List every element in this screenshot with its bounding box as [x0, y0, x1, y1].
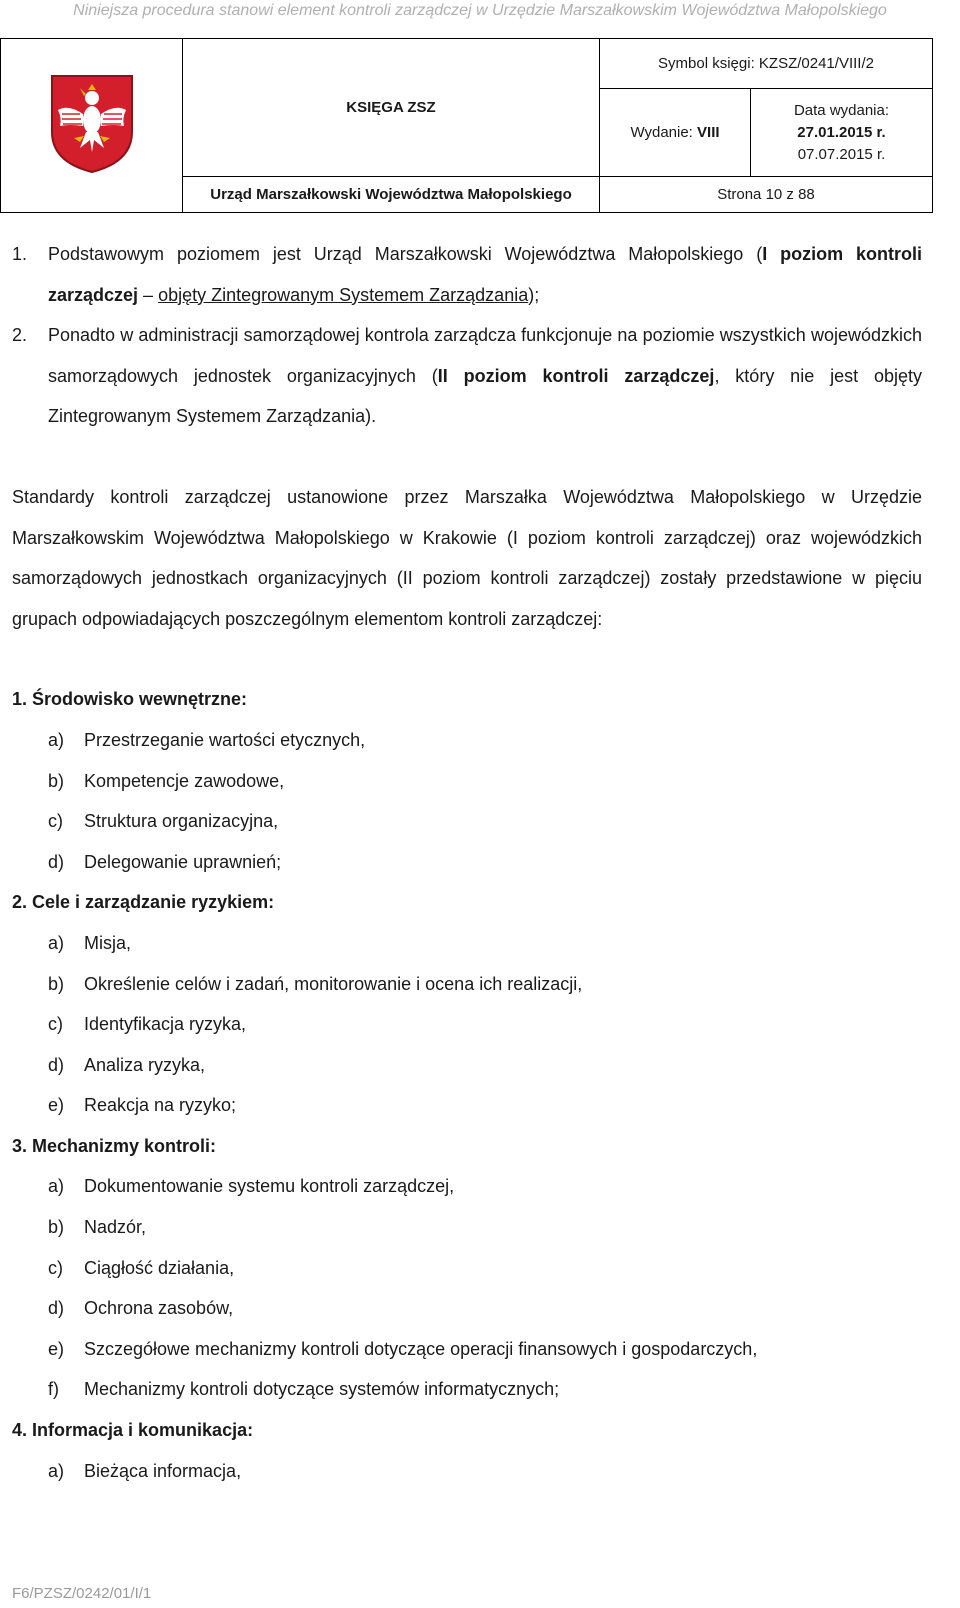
sections-list [12, 679, 922, 1491]
list-item-letter: e) [48, 1095, 65, 1116]
list-item-text: Ochrona zasobów, [84, 1298, 234, 1319]
level-item-underlined: objęty Zintegrowanym Systemem Zarządzania [158, 284, 529, 305]
list-item [12, 842, 922, 883]
document-body [12, 234, 922, 1491]
list-item-letter: b) [48, 770, 65, 791]
list-item-letter: e) [48, 1338, 65, 1359]
list-item [12, 923, 922, 964]
list-item [12, 1085, 922, 1126]
level-item-text: Ponadto w administracji samorządowej kontrola zarządcza funkcjonuje na poziomie wszystkich wojewódzkich samorządowych jednostek organizacyjnych ( [48, 325, 922, 386]
list-item-letter: b) [48, 973, 65, 994]
list-item-text: Dokumentowanie systemu kontroli zarządczej, [84, 1176, 455, 1197]
header-table [0, 38, 933, 213]
list-item-letter: b) [48, 1217, 65, 1238]
office-name: Urząd Marszałkowski Województwa Małopolskiego [183, 177, 600, 213]
section-title: 3. Mechanizmy kontroli: [12, 1135, 217, 1156]
list-item-text: Struktura organizacyjna, [84, 811, 279, 832]
list-item-text: Bieżąca informacja, [84, 1460, 242, 1481]
list-item-text: Analiza ryzyka, [84, 1054, 206, 1075]
list-item-text: Reakcja na ryzyko; [84, 1095, 237, 1116]
list-item [12, 1369, 922, 1410]
list-item [12, 1329, 922, 1370]
list-item [12, 1207, 922, 1248]
page-number: Strona 10 z 88 [600, 177, 933, 213]
level-item-bold: I poziom kontroli zarządczej [48, 244, 922, 305]
list-item [12, 964, 922, 1005]
issue-date-2: 07.07.2015 r. [797, 145, 886, 163]
list-item-letter: c) [48, 1014, 63, 1035]
date-label: Data wydania: [793, 101, 890, 119]
list-item-text: Przestrzeganie wartości etycznych, [84, 729, 366, 750]
issue-date-1: 27.01.2015 r. [797, 123, 886, 141]
list-item-letter: d) [48, 851, 65, 872]
list-item-letter: a) [48, 932, 65, 953]
list-item-text: Ciągłość działania, [84, 1257, 235, 1278]
list-item-letter: f) [48, 1379, 59, 1400]
list-item [12, 1166, 922, 1207]
level-item-dash: – [138, 284, 159, 305]
level-item-2 [12, 315, 922, 437]
standards-paragraph: Standardy kontroli zarządczej ustanowione przez Marszałka Województwa Małopolskiego w Urzędzie Marszałkowskim Województwa Małopolskiego w Krakowie (I poziom kontroli zarządczej) oraz wojewódzkich samorządowych jednostkach organizacyjnych (II poziom kontroli zarządczej) zostały przedstawione w pięciu grupach odpowiadających poszczególnym elementom kontroli zarządczej: [12, 486, 922, 629]
date-cell [751, 89, 933, 177]
level-item-end: ); [528, 284, 540, 305]
coat-of-arms-icon [50, 74, 134, 174]
list-item [12, 1288, 922, 1329]
list-item-letter: d) [48, 1054, 65, 1075]
list-item-text: Nadzór, [84, 1217, 147, 1238]
coat-of-arms-cell [1, 39, 183, 213]
level-item-text: Podstawowym poziomem jest Urząd Marszałkowski Województwa Małopolskiego ( [48, 244, 763, 264]
list-item [12, 1045, 922, 1086]
list-item [12, 1004, 922, 1045]
section-title: 1. Środowisko wewnętrzne: [12, 689, 248, 710]
list-item-text: Delegowanie uprawnień; [84, 851, 282, 872]
list-item-letter: a) [48, 729, 65, 750]
list-item-letter: c) [48, 1257, 63, 1278]
level-item-1 [12, 234, 922, 315]
section-title: 2. Cele i zarządzanie ryzykiem: [12, 892, 275, 913]
list-item [12, 801, 922, 842]
document-top-note: Niniejsza procedura stanowi element kontroli zarządczej w Urzędzie Marszałkowskim Województwa Małopolskiego [73, 2, 887, 19]
edition-label: Wydanie: [630, 124, 698, 141]
list-item-text: Szczegółowe mechanizmy kontroli dotyczące operacji finansowych i gospodarczych, [84, 1338, 758, 1359]
list-item-text: Identyfikacja ryzyka, [84, 1014, 247, 1035]
list-item-letter: a) [48, 1460, 65, 1481]
list-item [12, 720, 922, 761]
list-item [12, 1248, 922, 1289]
edition-cell [600, 89, 751, 177]
list-item [12, 1451, 922, 1492]
list-item-letter: c) [48, 811, 63, 832]
list-item-letter: a) [48, 1176, 65, 1197]
book-symbol: Symbol księgi: KZSZ/0241/VIII/2 [600, 39, 933, 89]
level-item-number: 1. [12, 244, 28, 264]
list-item-text: Mechanizmy kontroli dotyczące systemów informatycznych; [84, 1379, 560, 1400]
list-item-text: Misja, [84, 932, 132, 953]
edition-value: VIII [697, 124, 720, 141]
book-title: KSIĘGA ZSZ [183, 39, 600, 177]
list-item-text: Kompetencje zawodowe, [84, 770, 285, 791]
section-title: 4. Informacja i komunikacja: [12, 1420, 254, 1441]
level-item-bold: II poziom kontroli zarządczej [437, 365, 715, 386]
form-code: F6/PZSZ/0242/01/I/1 [12, 1585, 152, 1602]
list-item [12, 761, 922, 802]
level-item-end: , który nie jest objęty Zintegrowanym Systemem Zarządzania). [48, 365, 922, 427]
list-item-letter: d) [48, 1298, 65, 1319]
list-item-text: Określenie celów i zadań, monitorowanie i ocena ich realizacji, [84, 973, 583, 994]
level-item-number: 2. [12, 325, 28, 346]
